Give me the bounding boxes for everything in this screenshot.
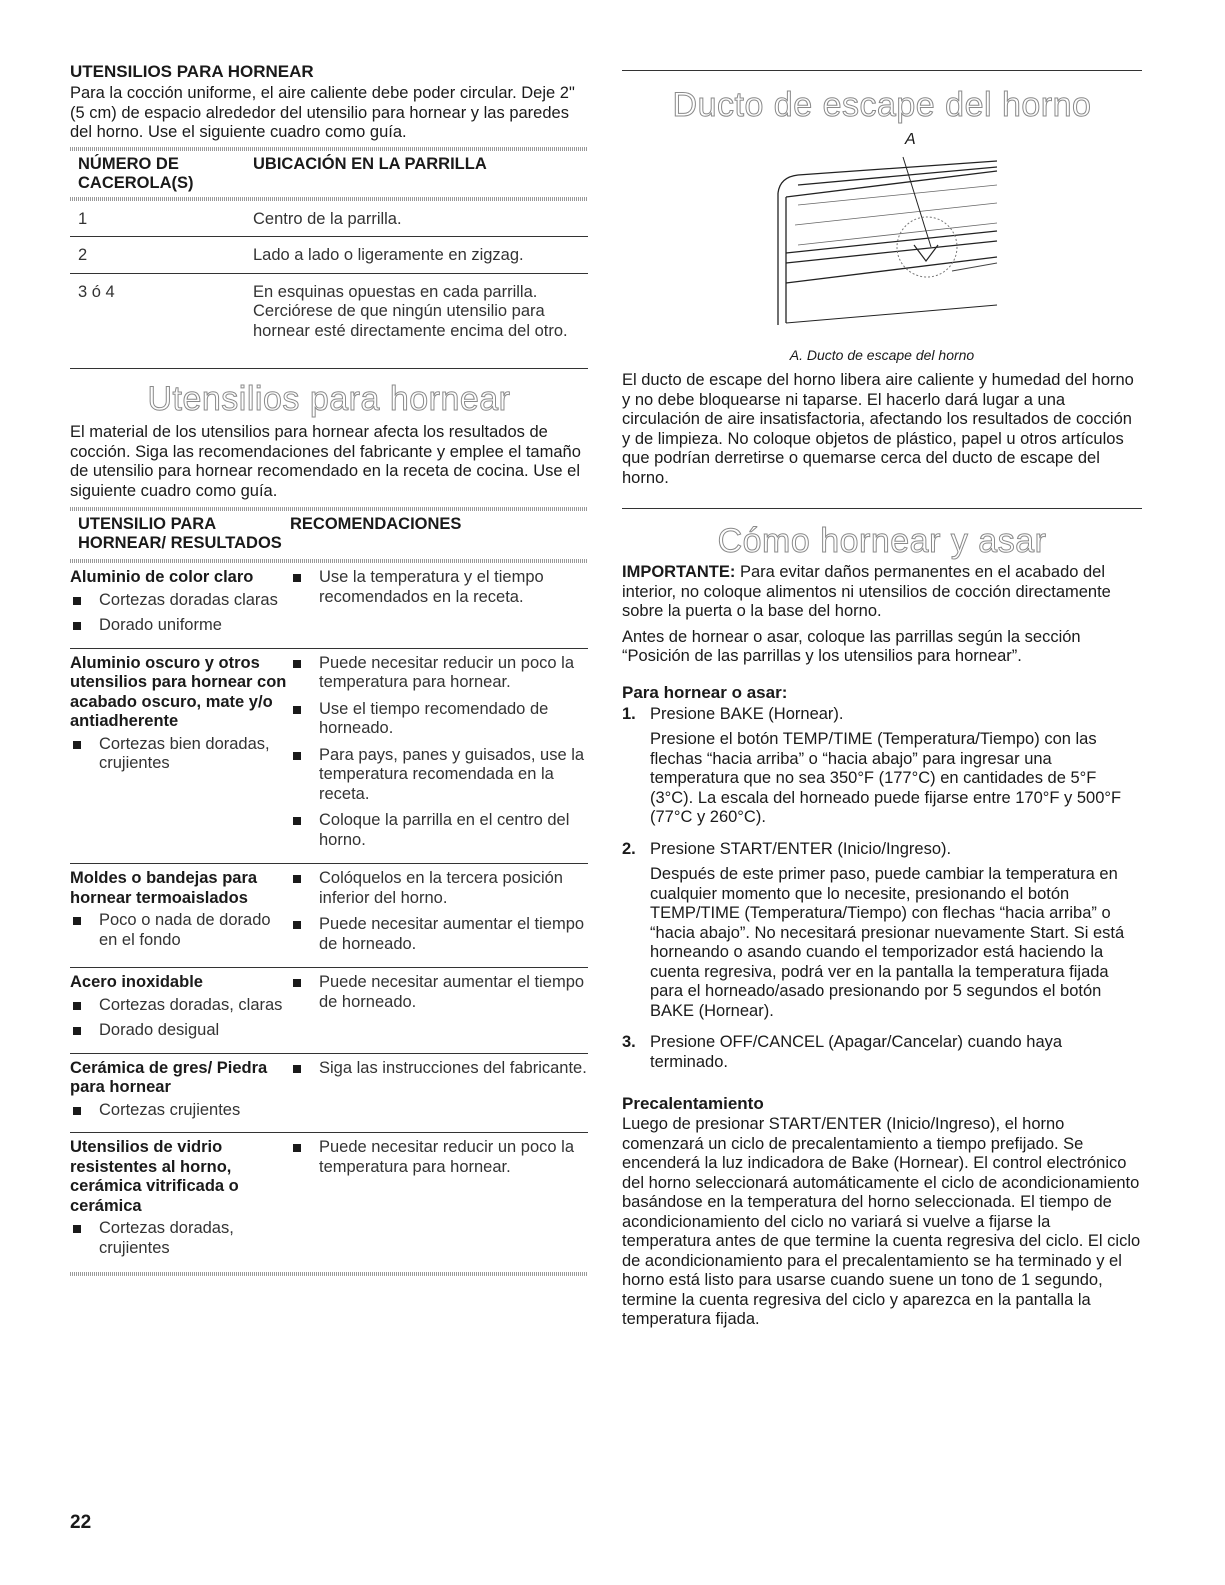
important-text: Para evitar daños permanentes en el acabado del interior, no coloque alimentos ni utensilios de cocción directamente sobre la puerta o la base del horno. xyxy=(622,563,1111,620)
bullet-square-icon xyxy=(73,1107,81,1115)
bullet-square-icon xyxy=(73,1027,81,1035)
step-number: 3. xyxy=(622,1033,636,1051)
bakeware-table-bottom-rule xyxy=(70,1272,588,1276)
recommendation-item xyxy=(290,811,588,850)
step-body xyxy=(650,840,1142,1028)
important-note xyxy=(622,563,1142,622)
right-column xyxy=(622,70,1142,1330)
header-bakeware-results: UTENSILIO PARA HORNEAR/ RESULTADOS xyxy=(78,515,282,552)
placement-cell: En esquinas opuestas en cada parrilla. Cerciórese de que ningún utensilio para hornear esté directamente encima del otro. xyxy=(253,282,568,340)
result-item xyxy=(70,996,290,1016)
step-paragraph: Presione OFF/CANCEL (Apagar/Cancelar) cuando haya terminado. xyxy=(650,1033,1063,1071)
recommendations-cell xyxy=(290,568,588,642)
page-number: 22 xyxy=(70,1512,92,1533)
recommendation-text: Para pays, panes y guisados, use la temperatura recomendada en la receta. xyxy=(319,745,585,803)
bakeware-table-body xyxy=(70,563,588,1270)
recommendation-text: Coloque la parrilla en el centro del horno. xyxy=(319,811,570,849)
bullet-square-icon xyxy=(293,875,301,883)
bullet-square-icon xyxy=(73,1002,81,1010)
section-divider xyxy=(622,70,1142,71)
preheat-heading: Precalentamiento xyxy=(622,1094,764,1113)
table-row xyxy=(70,968,588,1054)
recommendation-text: Use el tiempo recomendado de horneado. xyxy=(319,699,549,737)
bakeware-name: Cerámica de gres/ Piedra para hornear xyxy=(70,1058,268,1096)
bakeware-name: Moldes o bandejas para hornear termoaislados xyxy=(70,869,258,907)
bakeware-title: Utensilios para hornear xyxy=(147,380,511,418)
spacing-table-body xyxy=(70,201,588,349)
spacing-intro: Para la cocción uniforme, el aire caliente debe poder circular. Deje 2" (5 cm) de espacio alrededor del utensilio para hornear y las paredes del horno. Use el siguiente cuadro como guía. xyxy=(70,84,575,141)
recommendation-text: Puede necesitar reducir un poco la temperatura para hornear. xyxy=(319,1138,574,1176)
step-item xyxy=(622,1033,1142,1078)
left-column xyxy=(70,62,588,1276)
bullet-square-icon xyxy=(293,1144,301,1152)
spacing-table-header xyxy=(70,151,588,197)
placement-cell: Lado a lado o ligeramente en zigzag. xyxy=(253,246,524,264)
recommendation-text: Puede necesitar aumentar el tiempo de horneado. xyxy=(319,973,585,1011)
result-text: Cortezas doradas, claras xyxy=(99,995,283,1014)
recommendations-cell xyxy=(290,973,588,1047)
recommendation-text: Use la temperatura y el tiempo recomendados en la receta. xyxy=(319,568,544,606)
recommendation-text: Puede necesitar aumentar el tiempo de horneado. xyxy=(319,915,585,953)
step-body xyxy=(650,1033,1142,1078)
vent-title: Ducto de escape del horno xyxy=(672,86,1092,124)
bullet-square-icon xyxy=(293,752,301,760)
step-number: 2. xyxy=(622,839,636,858)
section-divider xyxy=(622,508,1142,509)
table-row xyxy=(70,649,588,865)
recommendation-text: Puede necesitar reducir un poco la temperatura para hornear. xyxy=(319,653,574,691)
preheat-text: Luego de presionar START/ENTER (Inicio/Ingreso), el horno comenzará un ciclo de precalentamiento a tiempo prefijado. Se encenderá la luz indicadora de Bake (Hornear). El control electrónico del horno seleccionará automáticamente el ciclo de acondicionamiento basándose en la temperatura del horno seleccionada. El tiempo de acondicionamiento del ciclo no variará si vuelve a fijarse la temperatura antes de que termine la cuenta regresiva del ciclo. El ciclo de acondicionamiento para el precalentamiento se ha terminado y el horno está listo para usarse cuando suene un tono de 1 segundo, termine la cuenta regresiva del ciclo y aparezca en la pantalla la temperatura fijada. xyxy=(622,1115,1141,1328)
vent-body: El ducto de escape del horno libera aire caliente y humedad del horno y no debe bloquearse ni taparse. El hacerlo dará lugar a una circulación de aire insatisfactoria, afectando los resultados de cocción y de limpieza. No coloque objetos de plástico, papel u otros artículos que podrían derretirse o quemarse cerca del ducto de escape del horno. xyxy=(622,371,1134,487)
vent-illustration xyxy=(622,145,1142,345)
step-body xyxy=(650,705,1142,834)
step-number: 1. xyxy=(622,704,636,723)
table-row xyxy=(70,563,588,649)
table-row xyxy=(70,201,588,237)
bakeware-cell xyxy=(70,973,290,1047)
table-row xyxy=(70,1133,588,1270)
vent-caption: A. Ducto de escape del horno xyxy=(789,347,975,363)
step-paragraph: Después de este primer paso, puede cambiar la temperatura en cualquier momento que lo necesite, presionando el botón TEMP/TIME (Temperatura/Tiempo) con flechas “hacia arriba” o “hacia abajo”. No necesitará presionar nuevamente Start. Si está horneando o asando cuando el temporizador está haciendo la cuenta regresiva, podrá ver en la pantalla la temperatura fijada para el horneado/asado presionando por 5 segundos el botón BAKE (Hornear). xyxy=(650,865,1125,1020)
result-text: Poco o nada de dorado en el fondo xyxy=(99,911,271,949)
result-text: Cortezas bien doradas, crujientes xyxy=(99,734,270,772)
bakeware-cell xyxy=(70,1138,290,1264)
important-label: IMPORTANTE: xyxy=(622,563,736,581)
bakeware-cell xyxy=(70,869,290,961)
placement-cell: Centro de la parrilla. xyxy=(253,209,402,228)
header-pan-count: NÚMERO DE CACEROLA(S) xyxy=(78,154,194,192)
bullet-square-icon xyxy=(73,1225,81,1233)
recommendation-item xyxy=(290,915,588,954)
spacing-heading: UTENSILIOS PARA HORNEAR xyxy=(70,62,314,81)
result-item xyxy=(70,591,290,611)
recommendation-text: Siga las instrucciones del fabricante. xyxy=(319,1058,587,1077)
recommendation-item xyxy=(290,869,588,908)
recommendations-cell xyxy=(290,1138,588,1264)
result-text: Cortezas doradas claras xyxy=(99,590,278,609)
result-item xyxy=(70,1101,290,1121)
table-row xyxy=(70,1054,588,1134)
bullet-square-icon xyxy=(293,979,301,987)
result-item xyxy=(70,735,290,774)
table-row xyxy=(70,864,588,968)
recommendations-cell xyxy=(290,1059,588,1127)
bullet-square-icon xyxy=(73,622,81,630)
bakeware-table-header xyxy=(70,511,588,557)
result-item xyxy=(70,1021,290,1041)
before-baking: Antes de hornear o asar, coloque las parrillas según la sección “Posición de las parrillas y los utensilios para hornear”. xyxy=(622,627,1081,665)
steps-list xyxy=(622,705,1142,1079)
step-item xyxy=(622,705,1142,834)
pan-count-cell: 2 xyxy=(78,246,88,264)
bakeware-cell xyxy=(70,1059,290,1127)
bullet-square-icon xyxy=(293,921,301,929)
result-text: Dorado uniforme xyxy=(99,616,222,634)
bakeware-intro: El material de los utensilios para hornear afecta los resultados de cocción. Siga las recomendaciones del fabricante y emplee el tamaño de utensilio para hornear recomendado en la receta de cocina. Use el siguiente cuadro como guía. xyxy=(70,423,581,500)
bakeware-cell xyxy=(70,654,290,858)
recommendations-cell xyxy=(290,869,588,961)
step-item xyxy=(622,840,1142,1028)
bakeware-name: Utensilios de vidrio resistentes al horno, cerámica vitrificada o cerámica xyxy=(70,1138,239,1215)
recommendation-item xyxy=(290,1059,588,1079)
bullet-square-icon xyxy=(73,741,81,749)
bullet-square-icon xyxy=(293,817,301,825)
recommendation-item xyxy=(290,1138,588,1177)
section-divider xyxy=(70,368,588,369)
step-paragraph: Presione BAKE (Hornear). xyxy=(650,704,844,723)
bakeware-name: Aluminio oscuro y otros utensilios para hornear con acabado oscuro, mate y/o antiadherente xyxy=(70,653,287,730)
table-row xyxy=(70,273,588,349)
header-recommendations: RECOMENDACIONES xyxy=(290,515,462,533)
recommendation-item xyxy=(290,700,588,739)
bakeware-cell xyxy=(70,568,290,642)
result-item xyxy=(70,911,290,950)
bullet-square-icon xyxy=(293,706,301,714)
bullet-square-icon xyxy=(73,917,81,925)
result-text: Cortezas crujientes xyxy=(99,1100,241,1119)
result-item xyxy=(70,1219,290,1258)
pan-count-cell: 1 xyxy=(78,209,88,228)
step-paragraph: Presione el botón TEMP/TIME (Temperatura/Tiempo) con las flechas “hacia arriba” o “hacia abajo” para ingresar una temperatura que no sea 350°F (177°C) en cantidades de 5°F (3°C). La escala del horneado puede fijarse entre 170°F y 500°F (77°C y 260°C). xyxy=(650,730,1122,826)
bullet-square-icon xyxy=(73,597,81,605)
recommendation-item xyxy=(290,654,588,693)
header-placement: UBICACIÓN EN LA PARRILLA xyxy=(253,154,487,173)
step-paragraph: Presione START/ENTER (Inicio/Ingreso). xyxy=(650,839,952,858)
pan-count-cell: 3 ó 4 xyxy=(78,282,115,301)
bullet-square-icon xyxy=(293,1065,301,1073)
vent-figure xyxy=(622,125,1142,365)
bullet-square-icon xyxy=(293,660,301,668)
result-text: Dorado desigual xyxy=(99,1021,220,1039)
steps-heading: Para hornear o asar: xyxy=(622,682,788,702)
recommendations-cell xyxy=(290,654,588,858)
recommendation-item xyxy=(290,746,588,805)
recommendation-item xyxy=(290,568,588,607)
result-item xyxy=(70,616,290,636)
figure-label-a: A xyxy=(905,131,916,148)
result-text: Cortezas doradas, crujientes xyxy=(99,1219,234,1257)
bakeware-name: Acero inoxidable xyxy=(70,973,203,991)
table-row xyxy=(70,236,588,273)
recommendation-text: Colóquelos en la tercera posición inferior del horno. xyxy=(319,869,563,907)
bake-title: Cómo hornear y asar xyxy=(717,522,1047,560)
bullet-square-icon xyxy=(293,574,301,582)
recommendation-item xyxy=(290,973,588,1012)
bakeware-name: Aluminio de color claro xyxy=(70,568,254,586)
